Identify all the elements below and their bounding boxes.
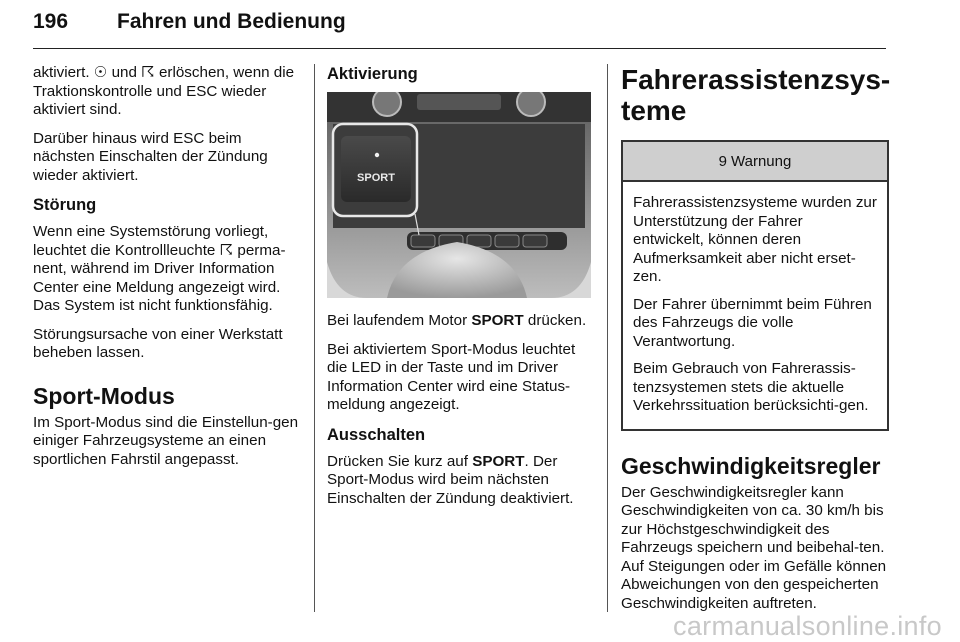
heading-geschwindigkeitsregler: Geschwindigkeitsregler (621, 452, 881, 479)
column-1 (33, 64, 305, 479)
paragraph: Fahrerassistenzsysteme wurden zur Unterstützung der Fahrer entwickelt, können deren Aufmerksamkeit aber nicht erset-zen. (633, 194, 877, 285)
paragraph: Im Sport-Modus sind die Einstellun-gen einiger Fahrzeugsysteme an einen sportlichen Fahrstil angepasst. (33, 413, 299, 468)
paragraph: Bei aktiviertem Sport-Modus leuchtet die LED in der Taste und im Driver Information Center wird eine Status-meldung angezeigt. (327, 340, 576, 413)
warning-title: Warnung (731, 152, 792, 170)
paragraph: Störungsursache von einer Werkstatt beheben lassen. (33, 325, 283, 361)
paragraph: Bei laufendem Motor SPORT drücken. (327, 312, 587, 329)
page-title: Fahren und Bedienung (117, 10, 346, 33)
heading-sport-modus: Sport-Modus (33, 382, 175, 409)
warning-header (623, 142, 887, 182)
warning-icon: 9 (718, 152, 728, 170)
paragraph: Drücken Sie kurz auf SPORT. Der Sport-Modus wird beim nächsten Einschalten der Zündung deaktiviert. (327, 452, 574, 507)
paragraph: Wenn eine Systemstörung vorliegt, leuchtet die Kontrollleuchte ☈ perma-nent, während im Driver Information Center eine Meldung angezeigt wird. Das System ist nicht funktionsfähig. (33, 223, 286, 314)
paragraph: Der Geschwindigkeitsregler kann Geschwindigkeiten von ca. 30 km/h bis zur Höchstgeschwindigkeit des Fahrzeugs speichern und beibehal-ten. Auf Steigungen oder im Gefälle können Abweichungen von den gespeicherten Geschwindigkeiten auftreten. (621, 483, 887, 612)
column-2 (327, 64, 597, 518)
warning-box (621, 140, 889, 431)
center-console-photo (327, 92, 591, 298)
paragraph: Der Fahrer übernimmt beim Führen des Fahrzeugs die volle Verantwortung. (633, 295, 872, 350)
console-illustration (327, 92, 591, 298)
watermark: carmanualsonline.info (673, 611, 942, 641)
paragraph: aktiviert. ☉ und ☈ erlöschen, wenn die Traktionskontrolle und ESC wieder aktiviert sind. (33, 64, 295, 118)
column-divider (314, 64, 315, 612)
paragraph: Beim Gebrauch von Fahrerassis-tenzsystemen stets die aktuelle Verkehrssituation berücksichti-gen. (633, 360, 869, 414)
heading-aktivierung: Aktivierung (327, 65, 418, 83)
sport-button-label: SPORT (357, 172, 395, 184)
column-3 (621, 64, 889, 623)
page-header (33, 4, 886, 49)
paragraph: Darüber hinaus wird ESC beim nächsten Einschalten der Zündung wieder aktiviert. (33, 129, 268, 184)
page-number: 196 (33, 10, 69, 33)
heading-stoerung: Störung (33, 196, 97, 214)
heading-fahrerassistenzsysteme: Fahrerassistenzsys-teme (621, 64, 891, 126)
column-divider (607, 64, 608, 612)
warning-body (623, 182, 887, 429)
heading-ausschalten: Ausschalten (327, 425, 426, 444)
